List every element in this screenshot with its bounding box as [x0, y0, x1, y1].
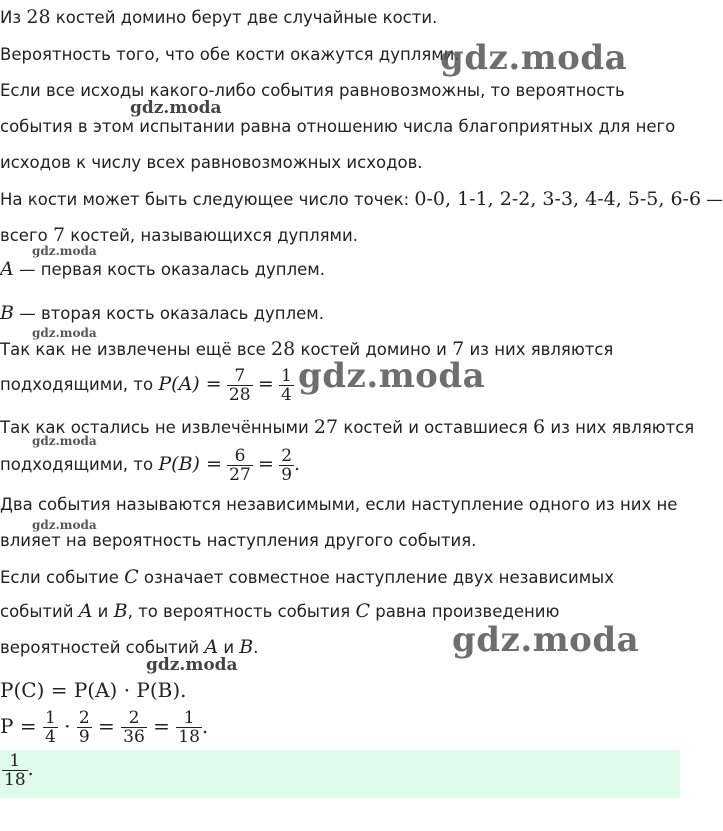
line-2: Вероятность того, что обе кости окажутся дуплями. — [0, 45, 460, 64]
watermark-large: gdz.moda — [440, 38, 628, 78]
watermark-large: gdz.moda — [452, 620, 640, 660]
fraction-2-9: $\frac{2}{9}$ — [281, 446, 293, 485]
fraction-1-18: $\frac{1}{18}$ — [178, 708, 200, 747]
watermark-small: gdz.moda — [32, 326, 97, 340]
line-6: На кости может быть следующее число точек: 0-0, 1-1, 2-2, 3-3, 4-4, 5-5, 6-6 — — [0, 188, 723, 210]
line-17: событий A и B, то вероятность события C равна произведению — [0, 600, 560, 622]
answer-box — [0, 750, 680, 798]
answer-fraction: $\frac{1}{18}$ — [4, 751, 26, 790]
line-4: события в этом испытании равна отношению числа благоприятных для него — [0, 117, 676, 136]
formula-result: P = $\frac{1}{4}$ · $\frac{2}{9}$ = $\frac{2}{36}$ = $\frac{1}{18}$ . — [0, 708, 209, 747]
line-9: B — вторая кость оказалась дуплем. — [0, 302, 324, 324]
formula-product: P(C) = P(A) · P(B). — [0, 678, 187, 702]
line-15: влияет на вероятность наступления другого события. — [0, 531, 477, 550]
watermark-medium: gdz.moda — [130, 98, 222, 118]
line-1: Из 28 костей домино берут две случайные кости. — [0, 6, 438, 28]
fraction-1-4-b: $\frac{1}{4}$ — [44, 708, 56, 747]
line-3: Если все исходы какого-либо события равновозможны, то вероятность — [0, 81, 625, 100]
fraction-7-28: $\frac{7}{28}$ — [228, 366, 251, 405]
fraction-6-27: $\frac{6}{27}$ — [229, 446, 251, 485]
watermark-small: gdz.moda — [32, 434, 97, 448]
line-18: вероятностей событий A и B. — [0, 636, 259, 658]
line-7: всего 7 костей, называющихся дуплями. — [0, 224, 358, 246]
line-11: подходящими, то P(A) = $\frac{7}{28}$ = $\frac{1}{4}$ — [0, 366, 292, 405]
line-8: A — первая кость оказалась дуплем. — [0, 258, 325, 280]
line-5: исходов к числу всех равновозможных исходов. — [0, 153, 423, 172]
fraction-2-36: $\frac{2}{36}$ — [123, 708, 145, 747]
watermark-small: gdz.moda — [32, 518, 97, 532]
fraction-2-9-b: $\frac{2}{9}$ — [78, 708, 90, 747]
watermark-medium: gdz.moda — [146, 655, 238, 675]
line-10: Так как не извлечены ещё все 28 костей домино и 7 из них являются — [0, 338, 614, 360]
line-12: Так как остались не извлечёнными 27 костей и оставшиеся 6 из них являются — [0, 416, 695, 438]
watermark-small: gdz.moda — [32, 244, 97, 258]
line-13: подходящими, то P(B) = $\frac{6}{27}$ = $\frac{2}{9}$ . — [0, 446, 301, 485]
line-16: Если событие C означает совместное наступление двух независимых — [0, 566, 614, 588]
watermark-large: gdz.moda — [298, 356, 486, 396]
line-14: Два события называются независимыми, если наступление одного из них не — [0, 495, 678, 514]
fraction-1-4: $\frac{1}{4}$ — [280, 366, 292, 405]
answer-value: $\frac{1}{18}$ . — [4, 751, 34, 790]
